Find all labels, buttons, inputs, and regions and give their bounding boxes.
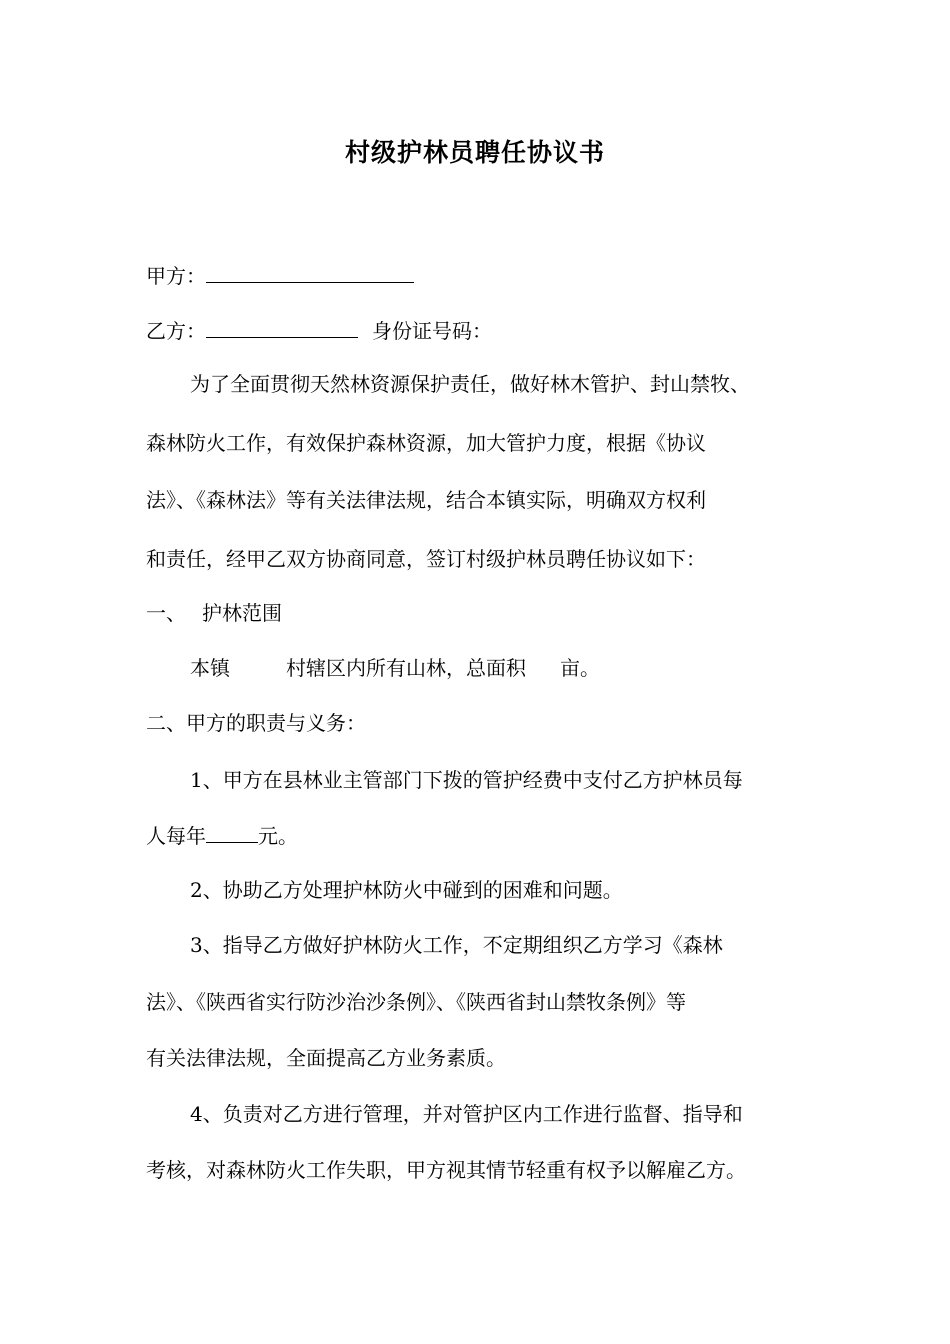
party-b-row [146, 315, 492, 346]
scope-description: 村辖区内所有山林，总面积 [286, 656, 526, 680]
id-number-label: 身份证号码： [372, 319, 492, 343]
section-1-title: 护林范围 [202, 601, 282, 625]
item-3-line: 3、指导乙方做好护林防火工作，不定期组织乙方学习《森林 [190, 933, 723, 957]
section-1-text [190, 653, 600, 683]
item-3-line: 法》、《陕西省实行防沙治沙条例》、《陕西省封山禁牧条例》等 [146, 990, 686, 1014]
section-2-heading: 二、甲方的职责与义务： [146, 711, 366, 735]
preamble-line: 为了全面贯彻天然林资源保护责任，做好林木管护、封山禁牧、 [190, 372, 750, 396]
item-1-line: 1、甲方在县林业主管部门下拨的管护经费中支付乙方护林员每 [190, 768, 743, 792]
party-b-label: 乙方： [146, 319, 206, 343]
item-2-line: 2、协助乙方处理护林防火中碰到的困难和问题。 [190, 878, 623, 902]
party-a-label: 甲方： [146, 264, 206, 288]
preamble-line: 森林防火工作，有效保护森林资源，加大管护力度，根据《协议 [146, 431, 706, 455]
section-1-number: 一、 [146, 601, 186, 625]
scope-unit: 亩。 [560, 656, 600, 680]
party-a-blank [206, 260, 414, 283]
item-4-line: 考核，对森林防火工作失职，甲方视其情节轻重有权予以解雇乙方。 [146, 1158, 746, 1182]
item-1-line [146, 820, 298, 851]
annual-pay-unit: 元。 [258, 824, 298, 848]
section-1-heading [146, 598, 282, 628]
party-b-blank [206, 315, 358, 338]
preamble-line: 法》、《森林法》等有关法律法规，结合本镇实际，明确双方权利 [146, 488, 706, 512]
item-3-line: 有关法律法规，全面提高乙方业务素质。 [146, 1046, 506, 1070]
scope-town: 本镇 [190, 656, 230, 680]
item-4-line: 4、负责对乙方进行管理，并对管护区内工作进行监督、指导和 [190, 1102, 743, 1126]
annual-pay-blank [206, 820, 258, 843]
annual-pay-label: 人每年 [146, 824, 206, 848]
preamble-line: 和责任，经甲乙双方协商同意，签订村级护林员聘任协议如下： [146, 547, 706, 571]
document-title: 村级护林员聘任协议书 [344, 138, 605, 167]
party-a-row [146, 260, 414, 291]
